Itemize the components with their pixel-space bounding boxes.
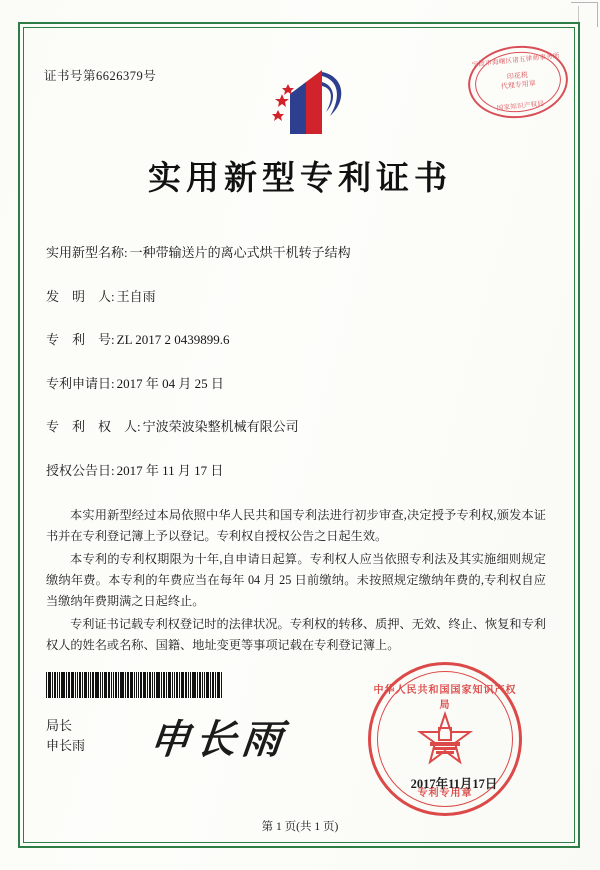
director-title-line2: 申长雨 — [46, 738, 86, 753]
field-label-application-date: 专利申请日: — [46, 375, 115, 391]
legal-paragraph: 专利证书记载专利权登记时的法律状况。专利权的转移、质押、无效、终止、恢复和专利权人的姓名或名称、国籍、地址变更等事项记载在专利登记簿上。 — [46, 617, 546, 652]
field-value-patent-number: ZL 2017 2 0439899.6 — [116, 332, 230, 347]
field-label-inventor: 发 明 人: — [46, 288, 115, 304]
field-label-utility-model-name: 实用新型名称: — [46, 245, 128, 260]
field-value-utility-model-name: 一种带输送片的离心式烘干机转子结构 — [129, 245, 351, 260]
field-label-grant-date: 授权公告日: — [46, 462, 115, 478]
field-label-patentee: 专 利 权 人: — [46, 419, 141, 434]
field-row — [46, 286, 546, 305]
legal-text-block — [46, 505, 546, 658]
agency-stamp-arc-bottom: 国家知识产权局 — [496, 100, 545, 113]
national-seal-text-top: 中华人民共和国国家知识产权局 — [373, 685, 517, 711]
certificate-number: 证书号第6626379号 — [44, 69, 157, 83]
field-row — [46, 242, 546, 261]
agency-stamp-middle-line1: 印花税 — [506, 71, 529, 82]
page-title: 实用新型专利证书 — [148, 161, 452, 197]
national-seal — [368, 662, 522, 816]
field-label-patent-number: 专 利 号: — [46, 332, 115, 347]
agency-stamp-arc-top: 宁波市海曙区诸五律师事务所 — [471, 52, 561, 69]
page-footer: 第 1 页(共 1 页) — [261, 821, 339, 833]
director-title-line1: 局长 — [46, 718, 73, 733]
field-row — [46, 373, 546, 392]
field-value-patentee: 宁波荣波染整机械有限公司 — [142, 419, 299, 434]
field-row — [46, 329, 546, 348]
cnipa-logo-icon — [248, 60, 352, 138]
seal-date: 2017年11月17日 — [410, 777, 498, 791]
field-list — [46, 242, 546, 503]
national-emblem-icon — [414, 708, 476, 770]
director-title — [46, 716, 85, 756]
field-row — [46, 460, 546, 479]
legal-paragraph: 本专利的专利权期限为十年,自申请日起算。专利权人应当依照专利法及其实施细则规定缴纳年费。本专利的年费应当在每年 04 月 25 日前缴纳。未按照规定缴纳年费的,专利权自应当缴纳年费期满之日起终止。 — [46, 552, 546, 608]
national-seal-text-bottom: 专利专用章 — [417, 788, 473, 799]
agency-stamp-middle-line2: 代理专用章 — [500, 80, 537, 91]
barcode — [46, 672, 252, 698]
field-value-inventor: 王自雨 — [116, 288, 156, 304]
page-corner-mark — [571, 2, 598, 27]
field-value-application-date: 2017 年 04 月 25 日 — [116, 375, 224, 391]
field-row — [46, 416, 546, 435]
director-signature: 申长雨 — [147, 716, 291, 763]
legal-paragraph: 本实用新型经过本局依照中华人民共和国专利法进行初步审查,决定授予专利权,颁发本证书并在专利登记簿上予以登记。专利权自授权公告之日起生效。 — [46, 508, 546, 543]
field-value-grant-date: 2017 年 11 月 17 日 — [116, 462, 224, 478]
